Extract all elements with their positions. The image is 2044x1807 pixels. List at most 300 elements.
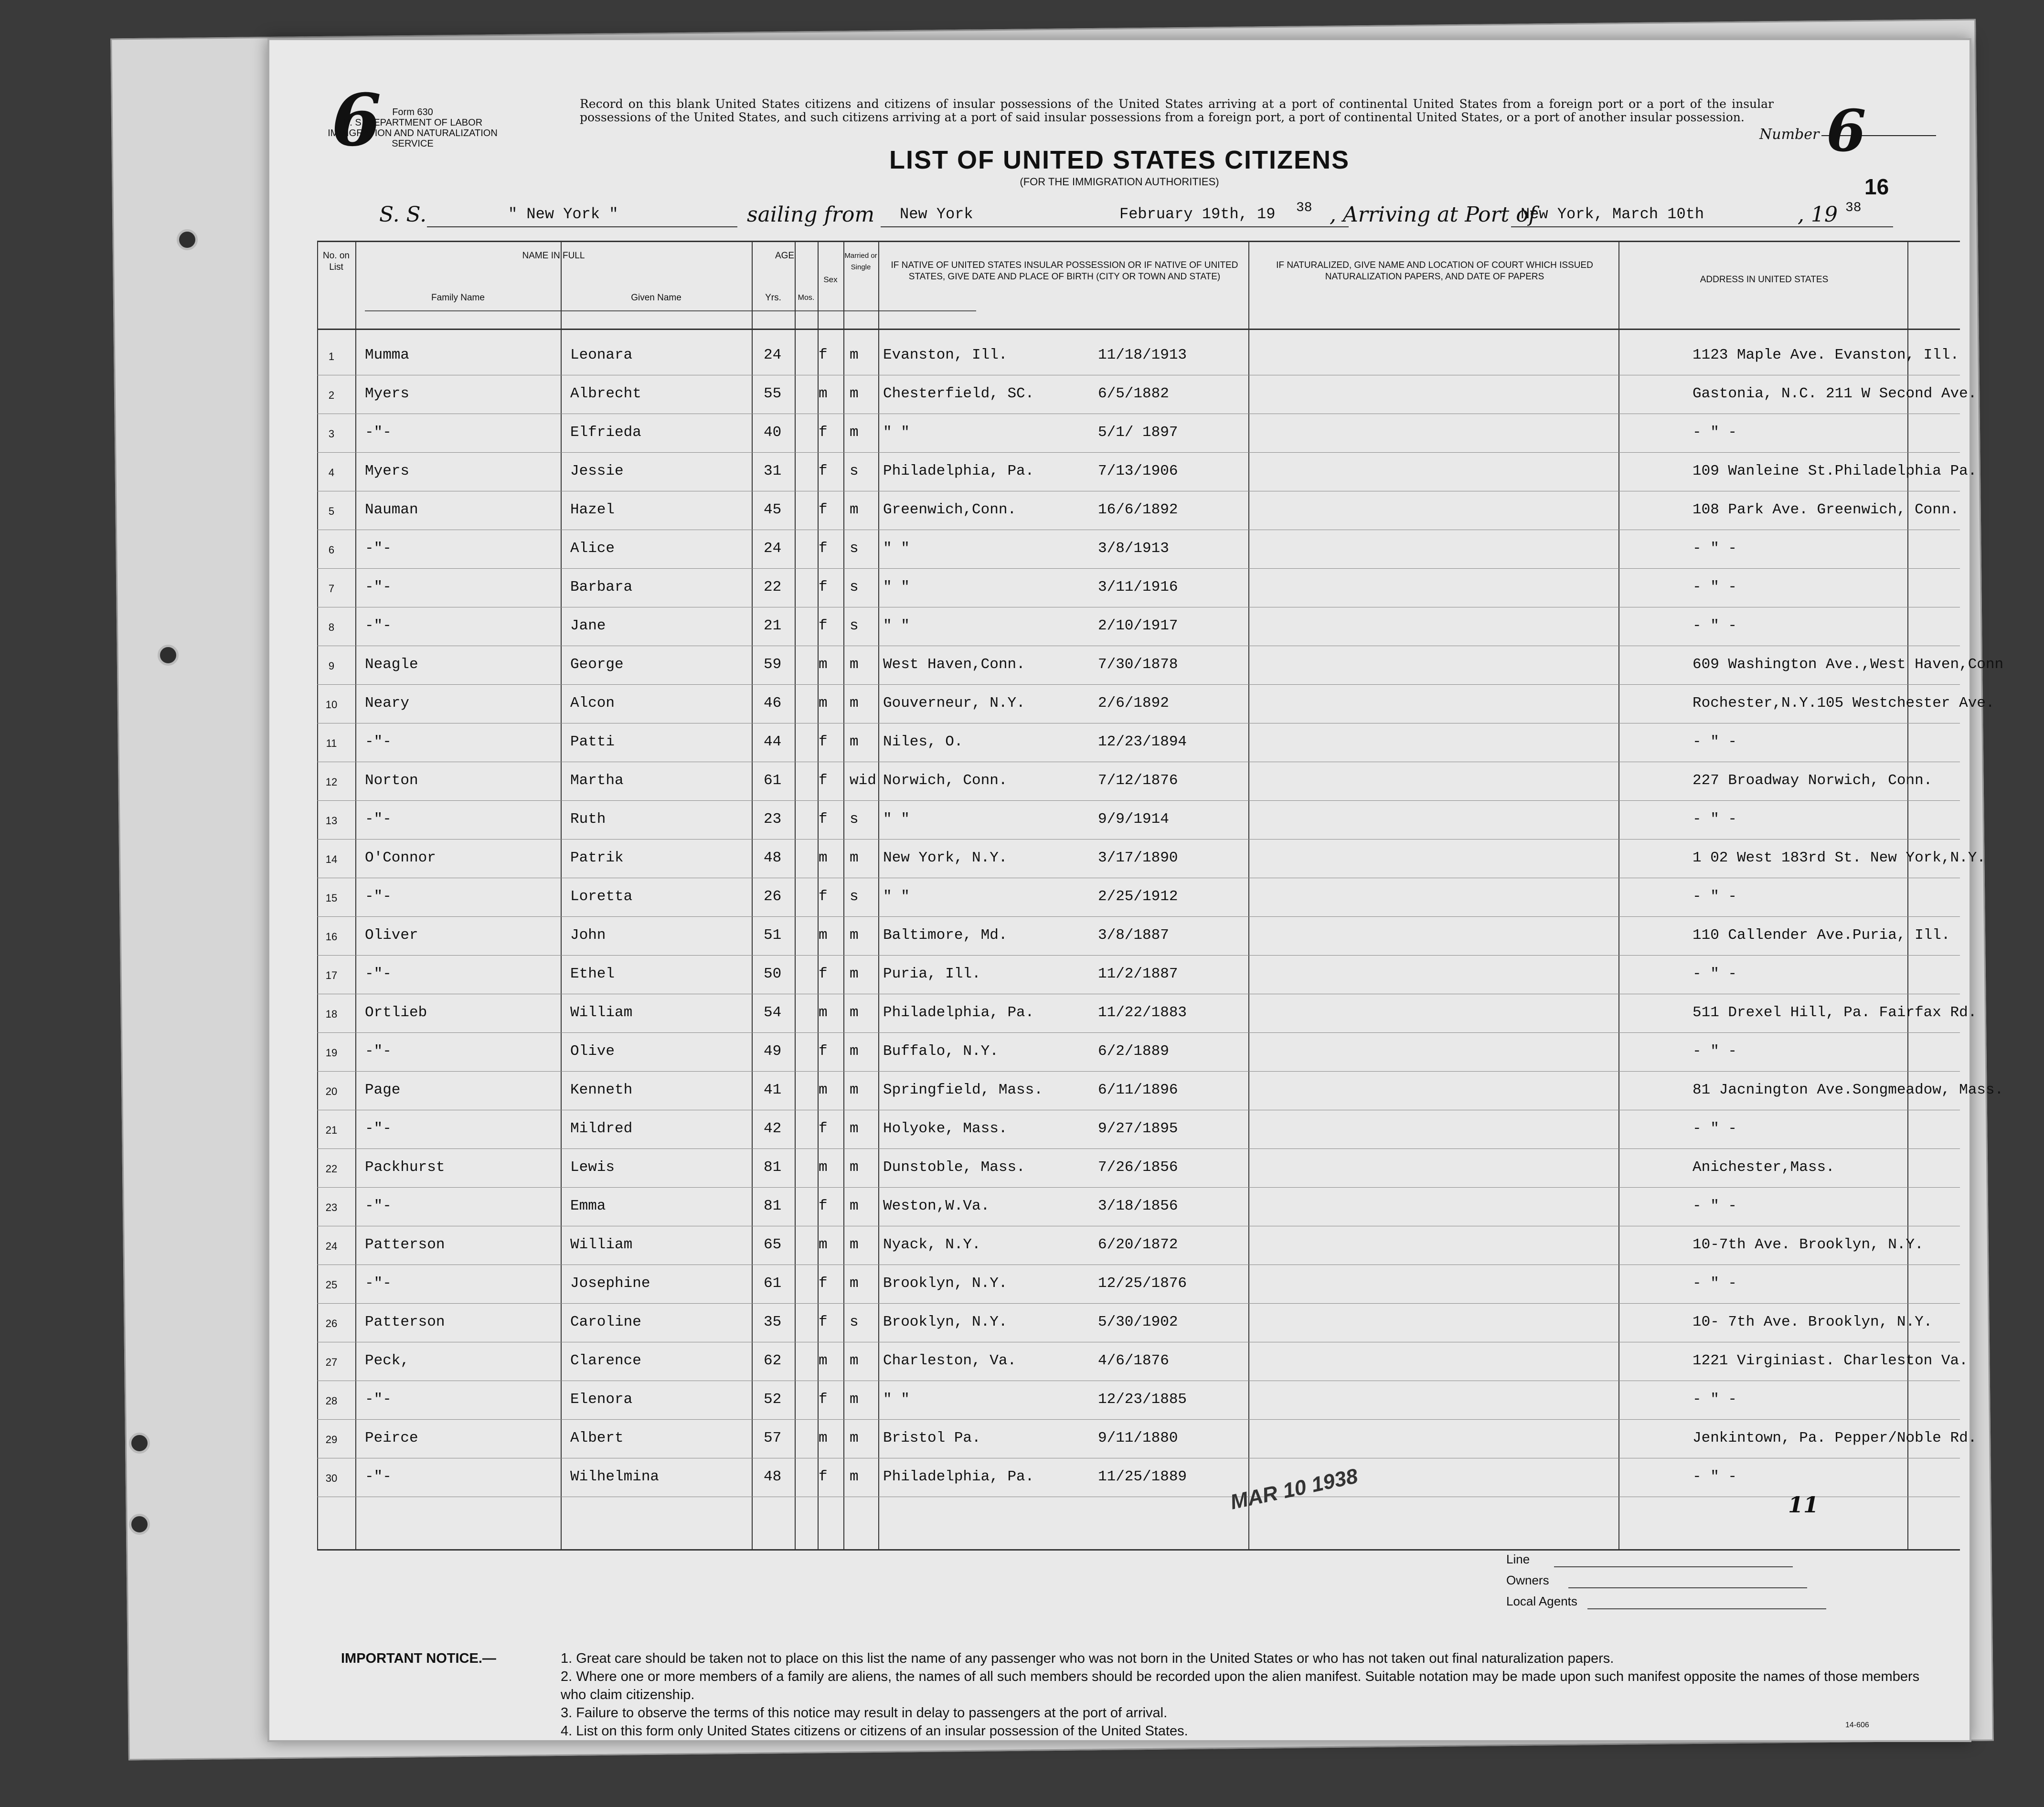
arrival-stamp: MAR 10 1938 <box>1228 1464 1360 1514</box>
cell-sex: f <box>819 347 828 363</box>
table-row <box>317 955 1960 994</box>
cell-family: -"- <box>365 811 392 828</box>
cell-addr: - " - <box>1693 1120 1737 1137</box>
form-code: 14-606 <box>1845 1721 1869 1729</box>
cell-place: " " <box>883 888 910 905</box>
manifest-sheet <box>267 38 2004 1742</box>
cell-no: 14 <box>325 853 338 865</box>
cell-no: 13 <box>325 815 338 827</box>
table-row <box>317 375 1977 414</box>
cell-addr: - " - <box>1693 540 1737 557</box>
cell-place: Nyack, N.Y. <box>883 1236 981 1253</box>
cell-mar: m <box>850 1043 859 1060</box>
owners-blank <box>1568 1587 1807 1588</box>
cell-family: -"- <box>365 1043 392 1060</box>
cell-addr: Gastonia, N.C. 211 W Second Ave. <box>1693 385 1977 402</box>
cell-mar: m <box>850 385 859 402</box>
cell-no: 15 <box>325 892 338 904</box>
cell-place: Philadelphia, Pa. <box>883 1468 1034 1485</box>
col-mos: Mos. <box>798 294 815 302</box>
cell-dob: 7/12/1876 <box>1098 772 1178 789</box>
table-row <box>317 607 1960 646</box>
table-row <box>317 723 1960 762</box>
notice-item: 4. List on this form only United States citizens or citizens of an insular possession of the United States. <box>561 1723 1188 1739</box>
cell-no: 27 <box>325 1356 338 1368</box>
cell-dob: 6/20/1872 <box>1098 1236 1178 1253</box>
cell-addr: 511 Drexel Hill, Pa. Fairfax Rd. <box>1693 1004 1977 1021</box>
col-family: Family Name <box>431 293 485 303</box>
cell-given: Elenora <box>570 1391 633 1408</box>
cell-place: Gouverneur, N.Y. <box>883 695 1025 712</box>
cell-mar: s <box>850 811 859 828</box>
cell-place: " " <box>883 1391 910 1408</box>
arrival-year-prefix: , 19 <box>1798 202 1838 227</box>
cell-no: 30 <box>325 1472 338 1484</box>
cell-no: 1 <box>328 351 335 362</box>
cell-no: 11 <box>326 737 337 749</box>
cell-family: -"- <box>365 1198 392 1214</box>
cell-given: Jane <box>570 617 606 634</box>
cell-age: 23 <box>764 811 782 828</box>
col-age: AGE <box>775 251 795 261</box>
cell-mar: m <box>850 1430 859 1446</box>
page-tally: 11 <box>1788 1492 1819 1518</box>
cell-age: 22 <box>764 579 782 595</box>
col-name-in-full: NAME IN FULL <box>522 251 585 261</box>
number-label: Number <box>1759 126 1820 143</box>
cell-mar: m <box>850 347 859 363</box>
cell-no: 16 <box>325 931 338 943</box>
cell-age: 24 <box>764 540 782 557</box>
cell-family: Peck, <box>365 1352 410 1369</box>
notice-item: 2. Where one or more members of a family are aliens, the names of all such members should be recorded upon the alien manifest. Suitable notation may be made upon such manifest opposite the names of those members who claim citizenship. <box>561 1669 1920 1702</box>
sailing-from: New York <box>900 205 973 223</box>
cell-no: 21 <box>325 1124 338 1136</box>
cell-no: 22 <box>325 1163 338 1175</box>
cell-given: Wilhelmina <box>570 1468 660 1485</box>
cell-given: Albert <box>570 1430 624 1446</box>
cell-place: " " <box>883 617 910 634</box>
cell-addr: 81 Jacnington Ave.Songmeadow, Mass. <box>1693 1082 2004 1098</box>
cell-family: Nauman <box>365 501 418 518</box>
table-row <box>317 1342 1968 1381</box>
table-row <box>317 1110 1960 1148</box>
cell-age: 62 <box>764 1352 782 1369</box>
table-row <box>317 994 1977 1032</box>
cell-mar: m <box>850 1004 859 1021</box>
cell-given: Alcon <box>570 695 615 712</box>
arrival-year: 38 <box>1845 201 1862 215</box>
cell-place: Baltimore, Md. <box>883 927 1008 944</box>
cell-addr: Anichester,Mass. <box>1693 1159 1835 1176</box>
cell-age: 48 <box>764 850 782 866</box>
cell-addr: 109 Wanleine St.Philadelphia Pa. <box>1693 463 1977 479</box>
cell-place: Greenwich,Conn. <box>883 501 1017 518</box>
cell-family: -"- <box>365 1275 392 1292</box>
cell-dob: 3/18/1856 <box>1098 1198 1178 1214</box>
cell-age: 44 <box>764 733 782 750</box>
cell-given: Leonara <box>570 347 633 363</box>
cell-dob: 11/2/1887 <box>1098 966 1178 982</box>
cell-age: 61 <box>764 1275 782 1292</box>
cell-no: 26 <box>325 1318 338 1329</box>
cell-sex: m <box>819 850 828 866</box>
cell-mar: wid <box>850 772 876 789</box>
cell-place: " " <box>883 424 910 441</box>
cell-given: Albrecht <box>570 385 641 402</box>
cell-family: Patterson <box>365 1236 445 1253</box>
cell-given: Lewis <box>570 1159 615 1176</box>
cell-family: Patterson <box>365 1314 445 1330</box>
cell-given: Alice <box>570 540 615 557</box>
cell-dob: 6/2/1889 <box>1098 1043 1169 1060</box>
cell-given: John <box>570 927 606 944</box>
cell-age: 40 <box>764 424 782 441</box>
cell-family: Page <box>365 1082 401 1098</box>
cell-family: Ortlieb <box>365 1004 427 1021</box>
cell-family: Neagle <box>365 656 418 673</box>
table-row <box>317 1265 1960 1303</box>
cell-dob: 2/25/1912 <box>1098 888 1178 905</box>
cell-sex: f <box>819 1391 828 1408</box>
cell-family: -"- <box>365 424 392 441</box>
cell-mar: m <box>850 656 859 673</box>
cell-mar: m <box>850 1120 859 1137</box>
cell-no: 9 <box>328 660 335 672</box>
table-row <box>317 646 2004 684</box>
notice-heading: IMPORTANT NOTICE.— <box>341 1651 496 1666</box>
col-naturalized: IF NATURALIZED, GIVE NAME AND LOCATION OF COURT WHICH ISSUED NATURALIZATION PAPERS, AND DATE OF PAPERS <box>1276 260 1593 282</box>
cell-given: Loretta <box>570 888 633 905</box>
cell-sex: f <box>819 966 828 982</box>
table-row <box>317 452 1977 491</box>
cell-no: 5 <box>328 505 335 517</box>
col-yrs: Yrs. <box>765 293 781 303</box>
cell-dob: 3/8/1887 <box>1098 927 1169 944</box>
cell-age: 31 <box>764 463 782 479</box>
cell-place: " " <box>883 579 910 595</box>
cell-no: 3 <box>328 428 335 440</box>
cell-dob: 3/8/1913 <box>1098 540 1169 557</box>
cell-given: Patti <box>570 733 615 750</box>
cell-mar: m <box>850 733 859 750</box>
cell-place: Chesterfield, SC. <box>883 385 1034 402</box>
cell-given: Hazel <box>570 501 615 518</box>
arriving-label: , Arriving at Port of <box>1330 202 1536 227</box>
cell-addr: 110 Callender Ave.Puria, Ill. <box>1693 927 1950 944</box>
cell-age: 50 <box>764 966 782 982</box>
cell-dob: 3/11/1916 <box>1098 579 1178 595</box>
cell-addr: 1123 Maple Ave. Evanston, Ill. <box>1693 347 1959 363</box>
cell-dob: 3/17/1890 <box>1098 850 1178 866</box>
cell-age: 41 <box>764 1082 782 1098</box>
table-row <box>317 1187 1960 1226</box>
table-row <box>317 1148 1960 1187</box>
cell-no: 2 <box>328 389 335 401</box>
cell-sex: m <box>819 1159 828 1176</box>
table-row <box>317 800 1960 839</box>
cell-sex: m <box>819 1082 828 1098</box>
cell-no: 29 <box>325 1434 338 1446</box>
col-married: Married or Single <box>844 252 877 271</box>
table-row <box>317 762 1960 800</box>
cell-sex: f <box>819 579 828 595</box>
table-row <box>317 530 1960 568</box>
cell-addr: - " - <box>1693 1043 1737 1060</box>
record-instructions: Record on this blank United States citizens and citizens of insular possessions of the United States arriving at a port of continental United States from a foreign port or a port of the insular possessions of the United States, and such citizens arriving at a port of said insular possessions from a foreign port, a port of continental United States, or a port of another insular possession. <box>580 97 1774 124</box>
cell-family: Neary <box>365 695 410 712</box>
cell-age: 24 <box>764 347 782 363</box>
cell-sex: f <box>819 888 828 905</box>
cell-place: " " <box>883 540 910 557</box>
arrival-port: New York, March 10th <box>1521 205 1704 223</box>
cell-no: 24 <box>325 1240 338 1252</box>
cell-mar: m <box>850 1198 859 1214</box>
cell-given: Caroline <box>570 1314 641 1330</box>
cell-dob: 12/25/1876 <box>1098 1275 1187 1292</box>
cell-mar: s <box>850 1314 859 1330</box>
cell-addr: - " - <box>1693 579 1737 595</box>
cell-family: -"- <box>365 617 392 634</box>
cell-mar: m <box>850 1236 859 1253</box>
cell-sex: m <box>819 927 828 944</box>
table-row <box>317 1419 1977 1458</box>
cell-age: 45 <box>764 501 782 518</box>
passenger-table <box>317 241 2004 1549</box>
cell-dob: 2/6/1892 <box>1098 695 1169 712</box>
cell-addr: - " - <box>1693 811 1737 828</box>
cell-addr: 10-7th Ave. Brooklyn, N.Y. <box>1693 1236 1924 1253</box>
cell-mar: s <box>850 579 859 595</box>
table-row <box>317 568 1960 607</box>
cell-given: Clarence <box>570 1352 641 1369</box>
cell-addr: - " - <box>1693 733 1737 750</box>
cell-family: -"- <box>365 1391 392 1408</box>
binder-hole <box>158 645 179 666</box>
cell-mar: s <box>850 617 859 634</box>
sailing-label: sailing from <box>747 202 875 227</box>
cell-dob: 9/9/1914 <box>1098 811 1169 828</box>
cell-sex: f <box>819 501 828 518</box>
table-row <box>317 916 1960 955</box>
sailing-underline <box>881 226 1349 227</box>
cell-addr: - " - <box>1693 1198 1737 1214</box>
line-blank <box>1554 1566 1793 1567</box>
cell-given: Jessie <box>570 463 624 479</box>
table-row <box>317 1032 1960 1071</box>
cell-sex: f <box>819 1043 828 1060</box>
cell-sex: f <box>819 1120 828 1137</box>
page-subtitle: (FOR THE IMMIGRATION AUTHORITIES) <box>1020 176 1219 188</box>
cell-addr: 1221 Virginiast. Charleston Va. <box>1693 1352 1968 1369</box>
cell-mar: m <box>850 424 859 441</box>
binder-hole <box>177 229 198 250</box>
notice-item: 1. Great care should be taken not to place on this list the name of any passenger who was not born in the United States or who has not taken out final naturalization papers. <box>561 1651 1614 1666</box>
cell-place: " " <box>883 811 910 828</box>
cell-mar: m <box>850 1391 859 1408</box>
cell-age: 21 <box>764 617 782 634</box>
cell-age: 54 <box>764 1004 782 1021</box>
col-address: ADDRESS IN UNITED STATES <box>1700 275 1829 285</box>
cell-family: Myers <box>365 463 410 479</box>
cell-sex: f <box>819 617 828 634</box>
col-sex: Sex <box>823 275 838 284</box>
agents-label: Local Agents <box>1506 1594 1577 1608</box>
cell-family: Myers <box>365 385 410 402</box>
cell-dob: 7/26/1856 <box>1098 1159 1178 1176</box>
cell-given: Patrik <box>570 850 624 866</box>
cell-given: William <box>570 1236 633 1253</box>
form-number: Form 630 U. S. DEPARTMENT OF LABOR IMMIGRATION AND NATURALIZATION SERVICE <box>328 107 498 149</box>
cell-addr: 10- 7th Ave. Brooklyn, N.Y. <box>1693 1314 1933 1330</box>
table-row <box>317 684 1995 723</box>
owners-label: Owners <box>1506 1573 1549 1587</box>
cell-place: New York, N.Y. <box>883 850 1008 866</box>
sail-year: 38 <box>1296 201 1312 215</box>
cell-dob: 12/23/1894 <box>1098 733 1187 750</box>
cell-age: 46 <box>764 695 782 712</box>
cell-given: Ruth <box>570 811 606 828</box>
cell-place: Charleston, Va. <box>883 1352 1017 1369</box>
cell-family: -"- <box>365 733 392 750</box>
cell-dob: 4/6/1876 <box>1098 1352 1169 1369</box>
cell-sex: f <box>819 772 828 789</box>
cell-addr: - " - <box>1693 1275 1737 1292</box>
cell-addr: - " - <box>1693 1391 1737 1408</box>
cell-age: 57 <box>764 1430 782 1446</box>
cell-family: Oliver <box>365 927 418 944</box>
cell-sex: f <box>819 1314 828 1330</box>
cell-no: 20 <box>325 1085 338 1097</box>
page-number: 16 <box>1864 174 1889 199</box>
cell-place: Buffalo, N.Y. <box>883 1043 999 1060</box>
cell-given: Emma <box>570 1198 606 1214</box>
cell-no: 7 <box>328 583 335 595</box>
cell-family: O'Connor <box>365 850 436 866</box>
cell-dob: 11/22/1883 <box>1098 1004 1187 1021</box>
table-row <box>317 414 1960 452</box>
big-page-number: 6 <box>331 78 382 162</box>
cell-given: Ethel <box>570 966 615 982</box>
cell-place: Niles, O. <box>883 733 963 750</box>
cell-mar: m <box>850 1082 859 1098</box>
cell-mar: m <box>850 1159 859 1176</box>
cell-sex: f <box>819 733 828 750</box>
cell-addr: Jenkintown, Pa. Pepper/Noble Rd. <box>1693 1430 1977 1446</box>
cell-family: -"- <box>365 1120 392 1137</box>
col-given: Given Name <box>631 293 681 303</box>
table-row <box>317 839 1986 878</box>
cell-given: Kenneth <box>570 1082 633 1098</box>
cell-sex: m <box>819 1352 828 1369</box>
cell-sex: f <box>819 811 828 828</box>
cell-family: Mumma <box>365 347 410 363</box>
table-row <box>317 1226 1960 1265</box>
cell-addr: - " - <box>1693 966 1737 982</box>
cell-mar: m <box>850 850 859 866</box>
ship-underline <box>427 226 737 227</box>
table-row <box>317 1303 1960 1342</box>
number-value: 6 <box>1826 97 1866 165</box>
cell-mar: s <box>850 540 859 557</box>
cell-mar: m <box>850 927 859 944</box>
cell-place: Philadelphia, Pa. <box>883 463 1034 479</box>
cell-age: 42 <box>764 1120 782 1137</box>
cell-no: 6 <box>328 544 335 556</box>
cell-no: 12 <box>325 776 338 788</box>
cell-no: 19 <box>325 1047 338 1059</box>
cell-addr: 609 Washington Ave.,West Haven,Conn <box>1693 656 2004 673</box>
cell-sex: m <box>819 1430 828 1446</box>
notice-item: 3. Failure to observe the terms of this notice may result in delay to passengers at the port of arrival. <box>561 1705 1168 1721</box>
cell-sex: m <box>819 385 828 402</box>
cell-dob: 5/30/1902 <box>1098 1314 1178 1330</box>
cell-age: 35 <box>764 1314 782 1330</box>
cell-no: 10 <box>325 699 338 711</box>
cell-addr: Rochester,N.Y.105 Westchester Ave. <box>1693 695 1995 712</box>
cell-family: Packhurst <box>365 1159 445 1176</box>
cell-mar: m <box>850 695 859 712</box>
cell-age: 26 <box>764 888 782 905</box>
col-no: No. on List <box>323 251 350 272</box>
cell-place: West Haven,Conn. <box>883 656 1025 673</box>
cell-dob: 7/30/1878 <box>1098 656 1178 673</box>
cell-place: Philadelphia, Pa. <box>883 1004 1034 1021</box>
cell-mar: m <box>850 1352 859 1369</box>
cell-mar: m <box>850 966 859 982</box>
cell-mar: s <box>850 463 859 479</box>
cell-sex: f <box>819 1468 828 1485</box>
cell-dob: 12/23/1885 <box>1098 1391 1187 1408</box>
table-row <box>317 1071 2004 1110</box>
table-row <box>317 1381 1960 1419</box>
table-row <box>317 336 1960 375</box>
cell-addr: - " - <box>1693 424 1737 441</box>
cell-age: 65 <box>764 1236 782 1253</box>
cell-place: Dunstoble, Mass. <box>883 1159 1025 1176</box>
cell-place: Springfield, Mass. <box>883 1082 1043 1098</box>
ss-label: S. S. <box>379 202 427 227</box>
cell-age: 61 <box>764 772 782 789</box>
cell-addr: - " - <box>1693 617 1737 634</box>
cell-mar: s <box>850 888 859 905</box>
cell-family: Norton <box>365 772 418 789</box>
cell-age: 49 <box>764 1043 782 1060</box>
cell-addr: 1 02 West 183rd St. New York,N.Y. <box>1693 850 1986 866</box>
table-row <box>317 491 1960 530</box>
cell-age: 81 <box>764 1198 782 1214</box>
cell-dob: 11/25/1889 <box>1098 1468 1187 1485</box>
agents-blank <box>1587 1608 1826 1609</box>
cell-given: Mildred <box>570 1120 633 1137</box>
binder-hole <box>129 1514 150 1535</box>
cell-place: Brooklyn, N.Y. <box>883 1275 1008 1292</box>
col-birth: IF NATIVE OF UNITED STATES INSULAR POSSESSION OR IF NATIVE OF UNITED STATES, GIVE DATE AND PLACE OF BIRTH (CITY OR TOWN AND STATE) <box>891 260 1238 282</box>
cell-mar: m <box>850 501 859 518</box>
sail-date: February 19th, 19 <box>1119 205 1276 223</box>
cell-given: Elfrieda <box>570 424 641 441</box>
cell-sex: m <box>819 695 828 712</box>
table-row <box>317 878 1960 916</box>
cell-sex: f <box>819 540 828 557</box>
cell-given: Martha <box>570 772 624 789</box>
cell-given: Olive <box>570 1043 615 1060</box>
cell-no: 25 <box>325 1279 338 1291</box>
cell-family: -"- <box>365 888 392 905</box>
ship-name: " New York " <box>508 205 618 223</box>
cell-addr: 227 Broadway Norwich, Conn. <box>1693 772 1933 789</box>
cell-sex: f <box>819 1198 828 1214</box>
